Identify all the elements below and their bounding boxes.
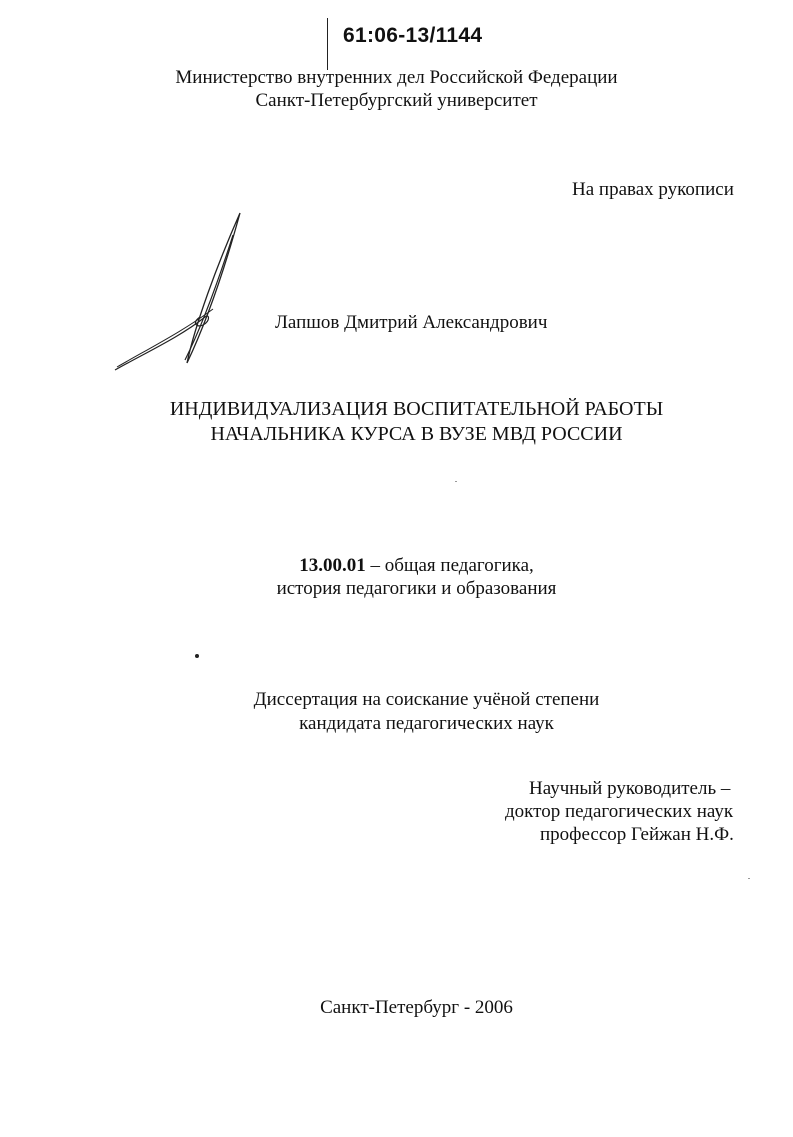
supervisor-line-2: доктор педагогических наук xyxy=(505,801,734,822)
specialty-name-part-2: история педагогики и образования xyxy=(276,578,557,599)
stray-mark xyxy=(195,654,199,658)
scan-speck xyxy=(748,878,750,879)
specialty-code: 13.00.01 xyxy=(299,555,366,576)
supervisor-line-3: профессор Гейжан Н.Ф. xyxy=(540,824,734,845)
ministry-name: Министерство внутренних дел Российской Федерации xyxy=(175,67,618,88)
supervisor-line-1: Научный руководитель – xyxy=(529,778,731,799)
author-name: Лапшов Дмитрий Александрович xyxy=(275,312,548,333)
thesis-title-line-1: ИНДИВИДУАЛИЗАЦИЯ ВОСПИТАТЕЛЬНОЙ РАБОТЫ xyxy=(169,398,664,420)
city-year: Санкт-Петербург - 2006 xyxy=(320,997,513,1018)
dissertation-line-1: Диссертация на соискание учёной степени xyxy=(253,689,600,710)
handwritten-signature xyxy=(105,205,255,380)
thesis-title-line-2: НАЧАЛЬНИКА КУРСА В ВУЗЕ МВД РОССИИ xyxy=(210,423,623,445)
library-stamp-code: 61:06-13/1144 xyxy=(343,24,483,47)
scan-speck xyxy=(455,481,457,482)
university-name: Санкт-Петербургский университет xyxy=(255,90,538,111)
dissertation-line-2: кандидата педагогических наук xyxy=(299,713,554,734)
stamp-divider xyxy=(327,18,328,70)
specialty-line-1 xyxy=(20,554,793,577)
specialty-name-part-1: – общая педагогика, xyxy=(370,555,534,576)
manuscript-rights: На правах рукописи xyxy=(572,179,734,200)
